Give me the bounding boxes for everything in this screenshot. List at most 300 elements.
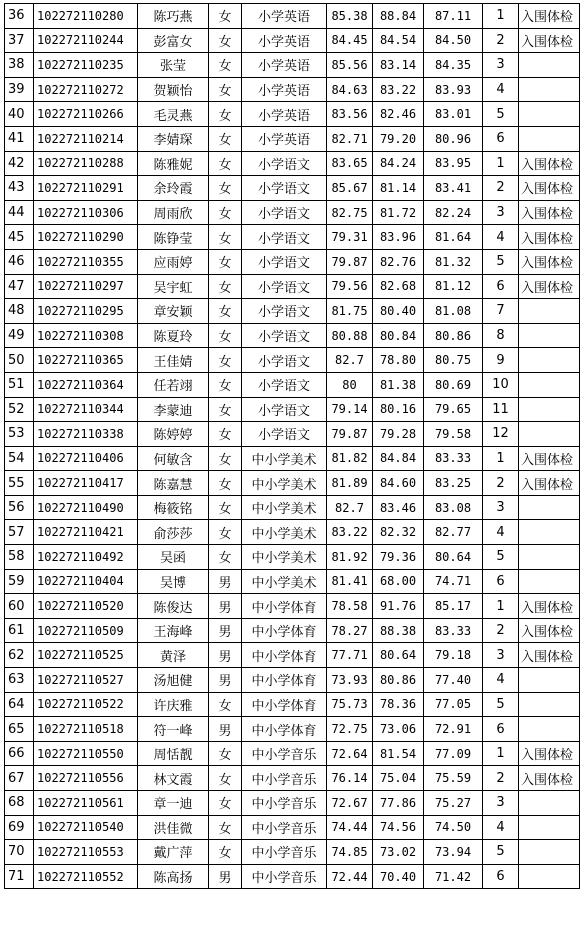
gender-cell: 女 <box>209 692 242 717</box>
rank-cell: 2 <box>483 618 519 643</box>
remark-cell: 入围体检 <box>519 766 580 791</box>
rank-cell: 5 <box>483 249 519 274</box>
name-cell: 余玲霞 <box>138 176 209 201</box>
interview-score-cell: 88.38 <box>373 618 424 643</box>
table-row <box>5 495 580 520</box>
table-row <box>5 53 580 78</box>
rank-cell: 4 <box>483 520 519 545</box>
written-score-cell: 79.14 <box>327 397 373 422</box>
table-row <box>5 766 580 791</box>
written-score-cell: 81.82 <box>327 446 373 471</box>
rank-cell: 5 <box>483 545 519 570</box>
candidate-id-cell: 102272110406 <box>34 446 138 471</box>
table-row <box>5 815 580 840</box>
remark-cell: 入围体检 <box>519 151 580 176</box>
total-score-cell: 77.05 <box>424 692 483 717</box>
table-row <box>5 422 580 447</box>
row-number-cell: 46 <box>5 249 34 274</box>
remark-cell: 入围体检 <box>519 4 580 29</box>
name-cell: 洪佳微 <box>138 815 209 840</box>
subject-cell: 小学语文 <box>242 323 327 348</box>
rank-cell: 2 <box>483 28 519 53</box>
subject-cell: 小学语文 <box>242 200 327 225</box>
row-number-cell: 39 <box>5 77 34 102</box>
total-score-cell: 83.33 <box>424 618 483 643</box>
remark-cell: 入围体检 <box>519 643 580 668</box>
total-score-cell: 80.69 <box>424 372 483 397</box>
rank-cell: 10 <box>483 372 519 397</box>
total-score-cell: 85.17 <box>424 594 483 619</box>
subject-cell: 小学语文 <box>242 151 327 176</box>
table-row <box>5 668 580 693</box>
total-score-cell: 83.08 <box>424 495 483 520</box>
name-cell: 陈巧燕 <box>138 4 209 29</box>
name-cell: 陈铮莹 <box>138 225 209 250</box>
row-number-cell: 49 <box>5 323 34 348</box>
written-score-cell: 82.75 <box>327 200 373 225</box>
interview-score-cell: 82.46 <box>373 102 424 127</box>
name-cell: 任若翊 <box>138 372 209 397</box>
gender-cell: 女 <box>209 397 242 422</box>
total-score-cell: 80.86 <box>424 323 483 348</box>
row-number-cell: 62 <box>5 643 34 668</box>
subject-cell: 小学语文 <box>242 372 327 397</box>
candidate-id-cell: 102272110552 <box>34 864 138 889</box>
subject-cell: 中小学音乐 <box>242 766 327 791</box>
row-number-cell: 66 <box>5 741 34 766</box>
results-table-body <box>5 4 580 889</box>
candidate-id-cell: 102272110290 <box>34 225 138 250</box>
name-cell: 俞莎莎 <box>138 520 209 545</box>
gender-cell: 女 <box>209 299 242 324</box>
gender-cell: 女 <box>209 126 242 151</box>
gender-cell: 女 <box>209 815 242 840</box>
name-cell: 陈嘉慧 <box>138 471 209 496</box>
subject-cell: 小学语文 <box>242 274 327 299</box>
interview-score-cell: 78.80 <box>373 348 424 373</box>
total-score-cell: 82.24 <box>424 200 483 225</box>
written-score-cell: 83.56 <box>327 102 373 127</box>
table-row <box>5 471 580 496</box>
gender-cell: 男 <box>209 569 242 594</box>
table-row <box>5 176 580 201</box>
subject-cell: 中小学体育 <box>242 668 327 693</box>
rank-cell: 4 <box>483 815 519 840</box>
subject-cell: 小学语文 <box>242 422 327 447</box>
written-score-cell: 78.58 <box>327 594 373 619</box>
row-number-cell: 67 <box>5 766 34 791</box>
row-number-cell: 38 <box>5 53 34 78</box>
rank-cell: 2 <box>483 471 519 496</box>
remark-cell <box>519 815 580 840</box>
row-number-cell: 45 <box>5 225 34 250</box>
remark-cell <box>519 348 580 373</box>
gender-cell: 男 <box>209 643 242 668</box>
name-cell: 符一峰 <box>138 717 209 742</box>
candidate-id-cell: 102272110525 <box>34 643 138 668</box>
gender-cell: 女 <box>209 102 242 127</box>
interview-score-cell: 75.04 <box>373 766 424 791</box>
written-score-cell: 80 <box>327 372 373 397</box>
written-score-cell: 83.22 <box>327 520 373 545</box>
total-score-cell: 71.42 <box>424 864 483 889</box>
name-cell: 贺颖怡 <box>138 77 209 102</box>
remark-cell: 入围体检 <box>519 200 580 225</box>
remark-cell <box>519 422 580 447</box>
remark-cell: 入围体检 <box>519 741 580 766</box>
row-number-cell: 51 <box>5 372 34 397</box>
row-number-cell: 41 <box>5 126 34 151</box>
name-cell: 吴宇虹 <box>138 274 209 299</box>
subject-cell: 中小学美术 <box>242 471 327 496</box>
table-row <box>5 643 580 668</box>
total-score-cell: 84.50 <box>424 28 483 53</box>
name-cell: 王佳婧 <box>138 348 209 373</box>
gender-cell: 女 <box>209 520 242 545</box>
table-row <box>5 299 580 324</box>
candidate-id-cell: 102272110550 <box>34 741 138 766</box>
table-row <box>5 126 580 151</box>
gender-cell: 女 <box>209 372 242 397</box>
row-number-cell: 36 <box>5 4 34 29</box>
row-number-cell: 69 <box>5 815 34 840</box>
written-score-cell: 76.14 <box>327 766 373 791</box>
subject-cell: 中小学体育 <box>242 717 327 742</box>
name-cell: 章安颖 <box>138 299 209 324</box>
table-row <box>5 520 580 545</box>
total-score-cell: 74.71 <box>424 569 483 594</box>
gender-cell: 女 <box>209 77 242 102</box>
name-cell: 李蒙迪 <box>138 397 209 422</box>
remark-cell: 入围体检 <box>519 618 580 643</box>
total-score-cell: 81.64 <box>424 225 483 250</box>
rank-cell: 5 <box>483 840 519 865</box>
subject-cell: 小学英语 <box>242 126 327 151</box>
candidate-id-cell: 102272110364 <box>34 372 138 397</box>
total-score-cell: 83.33 <box>424 446 483 471</box>
name-cell: 何敏含 <box>138 446 209 471</box>
table-row <box>5 4 580 29</box>
gender-cell: 男 <box>209 668 242 693</box>
total-score-cell: 81.12 <box>424 274 483 299</box>
rank-cell: 1 <box>483 741 519 766</box>
row-number-cell: 63 <box>5 668 34 693</box>
interview-score-cell: 68.00 <box>373 569 424 594</box>
table-row <box>5 569 580 594</box>
subject-cell: 小学英语 <box>242 53 327 78</box>
name-cell: 林文霞 <box>138 766 209 791</box>
remark-cell <box>519 299 580 324</box>
gender-cell: 男 <box>209 594 242 619</box>
written-score-cell: 84.63 <box>327 77 373 102</box>
candidate-id-cell: 102272110404 <box>34 569 138 594</box>
total-score-cell: 80.64 <box>424 545 483 570</box>
rank-cell: 3 <box>483 495 519 520</box>
total-score-cell: 82.77 <box>424 520 483 545</box>
gender-cell: 女 <box>209 323 242 348</box>
candidate-id-cell: 102272110244 <box>34 28 138 53</box>
gender-cell: 女 <box>209 4 242 29</box>
interview-score-cell: 83.14 <box>373 53 424 78</box>
name-cell: 陈高扬 <box>138 864 209 889</box>
subject-cell: 中小学音乐 <box>242 840 327 865</box>
interview-score-cell: 82.32 <box>373 520 424 545</box>
candidate-id-cell: 102272110308 <box>34 323 138 348</box>
interview-score-cell: 82.68 <box>373 274 424 299</box>
written-score-cell: 85.56 <box>327 53 373 78</box>
table-row <box>5 446 580 471</box>
interview-score-cell: 82.76 <box>373 249 424 274</box>
name-cell: 吴博 <box>138 569 209 594</box>
subject-cell: 小学语文 <box>242 397 327 422</box>
written-score-cell: 81.92 <box>327 545 373 570</box>
total-score-cell: 79.18 <box>424 643 483 668</box>
subject-cell: 小学英语 <box>242 28 327 53</box>
interview-score-cell: 79.36 <box>373 545 424 570</box>
rank-cell: 3 <box>483 200 519 225</box>
rank-cell: 4 <box>483 77 519 102</box>
subject-cell: 中小学音乐 <box>242 791 327 816</box>
total-score-cell: 79.58 <box>424 422 483 447</box>
total-score-cell: 84.35 <box>424 53 483 78</box>
table-row <box>5 692 580 717</box>
remark-cell <box>519 495 580 520</box>
gender-cell: 女 <box>209 545 242 570</box>
row-number-cell: 42 <box>5 151 34 176</box>
table-row <box>5 594 580 619</box>
remark-cell <box>519 840 580 865</box>
subject-cell: 中小学美术 <box>242 446 327 471</box>
candidate-id-cell: 102272110522 <box>34 692 138 717</box>
subject-cell: 中小学体育 <box>242 643 327 668</box>
row-number-cell: 59 <box>5 569 34 594</box>
remark-cell: 入围体检 <box>519 471 580 496</box>
gender-cell: 女 <box>209 741 242 766</box>
total-score-cell: 77.40 <box>424 668 483 693</box>
interview-score-cell: 81.54 <box>373 741 424 766</box>
rank-cell: 1 <box>483 594 519 619</box>
row-number-cell: 52 <box>5 397 34 422</box>
subject-cell: 中小学体育 <box>242 594 327 619</box>
name-cell: 黄泽 <box>138 643 209 668</box>
rank-cell: 5 <box>483 692 519 717</box>
remark-cell: 入围体检 <box>519 225 580 250</box>
rank-cell: 9 <box>483 348 519 373</box>
interview-score-cell: 83.96 <box>373 225 424 250</box>
name-cell: 彭富女 <box>138 28 209 53</box>
subject-cell: 中小学美术 <box>242 495 327 520</box>
subject-cell: 小学语文 <box>242 225 327 250</box>
name-cell: 陈夏玲 <box>138 323 209 348</box>
candidate-id-cell: 102272110527 <box>34 668 138 693</box>
written-score-cell: 81.89 <box>327 471 373 496</box>
candidate-id-cell: 102272110518 <box>34 717 138 742</box>
name-cell: 张莹 <box>138 53 209 78</box>
gender-cell: 女 <box>209 225 242 250</box>
remark-cell <box>519 692 580 717</box>
table-row <box>5 618 580 643</box>
written-score-cell: 74.44 <box>327 815 373 840</box>
gender-cell: 女 <box>209 274 242 299</box>
remark-cell: 入围体检 <box>519 249 580 274</box>
interview-score-cell: 80.40 <box>373 299 424 324</box>
candidate-id-cell: 102272110509 <box>34 618 138 643</box>
row-number-cell: 58 <box>5 545 34 570</box>
gender-cell: 女 <box>209 471 242 496</box>
written-score-cell: 83.65 <box>327 151 373 176</box>
written-score-cell: 82.7 <box>327 495 373 520</box>
remark-cell: 入围体检 <box>519 274 580 299</box>
interview-score-cell: 84.54 <box>373 28 424 53</box>
remark-cell: 入围体检 <box>519 594 580 619</box>
row-number-cell: 40 <box>5 102 34 127</box>
table-row <box>5 717 580 742</box>
interview-score-cell: 84.24 <box>373 151 424 176</box>
written-score-cell: 74.85 <box>327 840 373 865</box>
gender-cell: 女 <box>209 422 242 447</box>
rank-cell: 1 <box>483 4 519 29</box>
interview-score-cell: 84.84 <box>373 446 424 471</box>
table-row <box>5 200 580 225</box>
interview-score-cell: 83.46 <box>373 495 424 520</box>
total-score-cell: 83.01 <box>424 102 483 127</box>
row-number-cell: 60 <box>5 594 34 619</box>
rank-cell: 3 <box>483 791 519 816</box>
written-score-cell: 72.44 <box>327 864 373 889</box>
interview-score-cell: 74.56 <box>373 815 424 840</box>
candidate-id-cell: 102272110365 <box>34 348 138 373</box>
total-score-cell: 83.95 <box>424 151 483 176</box>
name-cell: 章一迪 <box>138 791 209 816</box>
written-score-cell: 79.31 <box>327 225 373 250</box>
table-row <box>5 28 580 53</box>
table-row <box>5 225 580 250</box>
rank-cell: 11 <box>483 397 519 422</box>
rank-cell: 4 <box>483 225 519 250</box>
written-score-cell: 85.67 <box>327 176 373 201</box>
interview-score-cell: 80.86 <box>373 668 424 693</box>
remark-cell: 入围体检 <box>519 28 580 53</box>
gender-cell: 女 <box>209 840 242 865</box>
interview-score-cell: 70.40 <box>373 864 424 889</box>
remark-cell <box>519 323 580 348</box>
table-row <box>5 741 580 766</box>
rank-cell: 4 <box>483 668 519 693</box>
subject-cell: 中小学音乐 <box>242 864 327 889</box>
results-table <box>4 3 580 889</box>
gender-cell: 女 <box>209 446 242 471</box>
rank-cell: 6 <box>483 274 519 299</box>
candidate-id-cell: 102272110306 <box>34 200 138 225</box>
candidate-id-cell: 102272110492 <box>34 545 138 570</box>
total-score-cell: 81.32 <box>424 249 483 274</box>
total-score-cell: 77.09 <box>424 741 483 766</box>
subject-cell: 小学英语 <box>242 77 327 102</box>
total-score-cell: 83.93 <box>424 77 483 102</box>
row-number-cell: 43 <box>5 176 34 201</box>
row-number-cell: 44 <box>5 200 34 225</box>
row-number-cell: 68 <box>5 791 34 816</box>
candidate-id-cell: 102272110338 <box>34 422 138 447</box>
interview-score-cell: 88.84 <box>373 4 424 29</box>
subject-cell: 中小学美术 <box>242 520 327 545</box>
table-row <box>5 151 580 176</box>
table-row <box>5 372 580 397</box>
written-score-cell: 82.7 <box>327 348 373 373</box>
interview-score-cell: 73.06 <box>373 717 424 742</box>
candidate-id-cell: 102272110280 <box>34 4 138 29</box>
candidate-id-cell: 102272110266 <box>34 102 138 127</box>
gender-cell: 女 <box>209 28 242 53</box>
row-number-cell: 48 <box>5 299 34 324</box>
interview-score-cell: 80.64 <box>373 643 424 668</box>
table-row <box>5 249 580 274</box>
row-number-cell: 57 <box>5 520 34 545</box>
candidate-id-cell: 102272110540 <box>34 815 138 840</box>
row-number-cell: 64 <box>5 692 34 717</box>
remark-cell <box>519 717 580 742</box>
table-row <box>5 791 580 816</box>
gender-cell: 男 <box>209 618 242 643</box>
subject-cell: 中小学音乐 <box>242 815 327 840</box>
remark-cell <box>519 372 580 397</box>
written-score-cell: 85.38 <box>327 4 373 29</box>
total-score-cell: 73.94 <box>424 840 483 865</box>
remark-cell <box>519 102 580 127</box>
candidate-id-cell: 102272110297 <box>34 274 138 299</box>
remark-cell <box>519 545 580 570</box>
candidate-id-cell: 102272110490 <box>34 495 138 520</box>
row-number-cell: 37 <box>5 28 34 53</box>
gender-cell: 女 <box>209 200 242 225</box>
row-number-cell: 56 <box>5 495 34 520</box>
written-score-cell: 73.93 <box>327 668 373 693</box>
gender-cell: 女 <box>209 766 242 791</box>
remark-cell <box>519 53 580 78</box>
subject-cell: 中小学美术 <box>242 569 327 594</box>
table-row <box>5 274 580 299</box>
total-score-cell: 72.91 <box>424 717 483 742</box>
interview-score-cell: 77.86 <box>373 791 424 816</box>
candidate-id-cell: 102272110520 <box>34 594 138 619</box>
candidate-id-cell: 102272110291 <box>34 176 138 201</box>
rank-cell: 6 <box>483 717 519 742</box>
rank-cell: 6 <box>483 864 519 889</box>
table-row <box>5 545 580 570</box>
candidate-id-cell: 102272110214 <box>34 126 138 151</box>
gender-cell: 女 <box>209 791 242 816</box>
interview-score-cell: 83.22 <box>373 77 424 102</box>
interview-score-cell: 81.38 <box>373 372 424 397</box>
interview-score-cell: 78.36 <box>373 692 424 717</box>
rank-cell: 6 <box>483 569 519 594</box>
row-number-cell: 61 <box>5 618 34 643</box>
subject-cell: 小学语文 <box>242 176 327 201</box>
remark-cell: 入围体检 <box>519 446 580 471</box>
rank-cell: 2 <box>483 176 519 201</box>
row-number-cell: 71 <box>5 864 34 889</box>
candidate-id-cell: 102272110421 <box>34 520 138 545</box>
row-number-cell: 54 <box>5 446 34 471</box>
row-number-cell: 65 <box>5 717 34 742</box>
written-score-cell: 72.64 <box>327 741 373 766</box>
total-score-cell: 83.41 <box>424 176 483 201</box>
total-score-cell: 81.08 <box>424 299 483 324</box>
interview-score-cell: 84.60 <box>373 471 424 496</box>
total-score-cell: 74.50 <box>424 815 483 840</box>
row-number-cell: 53 <box>5 422 34 447</box>
total-score-cell: 80.96 <box>424 126 483 151</box>
